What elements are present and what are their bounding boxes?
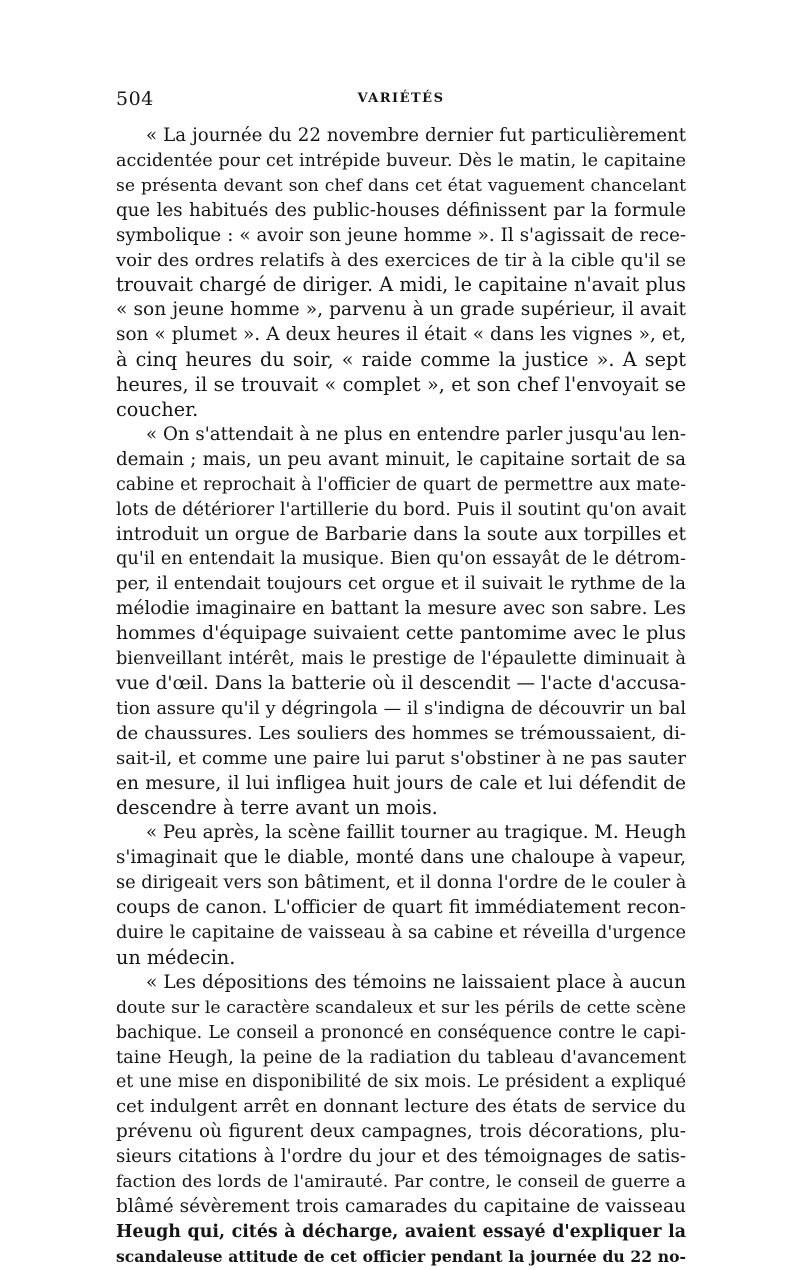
text-line: prévenu où figurent deux campagnes, trois décorations, plu- xyxy=(116,1121,686,1143)
text-line: « Peu après, la scène faillit tourner au tragique. M. Heugh xyxy=(146,822,687,844)
text-line: sait-il, et comme une paire lui parut s'obstiner à ne pas sauter xyxy=(116,747,686,769)
text-line: accidentée pour cet intrépide buveur. Dès le matin, le capitaine xyxy=(116,150,686,171)
text-line: trouvait chargé de diriger. A midi, le capitaine n'avait plus xyxy=(116,273,686,297)
text-line: introduit un orgue de Barbarie dans la soute aux torpilles et xyxy=(116,523,686,545)
text-line: doute sur le caractère scandaleux et sur les périls de cette scène xyxy=(116,997,686,1018)
body-text xyxy=(116,124,686,1270)
text-line: taine Heugh, la peine de la radiation du tableau d'avancement xyxy=(116,1046,686,1068)
text-line: que les habitués des public-houses définissent par la formule xyxy=(116,199,686,221)
text-line: tion assure qu'il y dégringola — il s'indigna de découvrir un bal xyxy=(116,698,686,719)
text-line: coucher. xyxy=(116,397,199,421)
book-page xyxy=(116,88,686,1270)
page-number: 504 xyxy=(116,88,154,110)
text-line: duire le capitaine de vaisseau à sa cabine et réveilla d'urgence xyxy=(116,922,686,943)
text-line: son « plumet ». A deux heures il était « dans les vignes », et, xyxy=(116,324,686,346)
text-line: à cinq heures du soir, « raide comme la justice ». A sept xyxy=(116,348,686,372)
text-line: symbolique : « avoir son jeune homme ». Il s'agissait de rece- xyxy=(116,224,686,246)
text-line: de chaussures. Les souliers des hommes se trémoussaient, di- xyxy=(116,722,686,744)
text-line: scandaleuse attitude de cet officier pendant la journée du 22 no- xyxy=(116,1246,686,1266)
text-line: faction des lords de l'amirauté. Par contre, le conseil de guerre a xyxy=(116,1172,686,1193)
text-line: un médecin. xyxy=(116,945,236,969)
text-line: Heugh qui, cités à décharge, avaient essayé d'expliquer la xyxy=(116,1221,686,1242)
text-line: demain ; mais, un peu avant minuit, le capitaine sortait de sa xyxy=(116,448,686,470)
text-line: et une mise en disponibilité de six mois. Le président a expliqué xyxy=(116,1072,686,1093)
text-line: lots de détériorer l'artillerie du bord. Puis il soutint qu'on avait xyxy=(116,498,686,520)
text-line: heures, il se trouvait « complet », et son chef l'envoyait se xyxy=(116,373,686,397)
text-line: cabine et reprochait à l'officier de quart de permettre aux mate- xyxy=(116,474,686,495)
text-line: vue d'œil. Dans la batterie où il descendit — l'acte d'accusa- xyxy=(116,672,686,694)
text-line: cet indulgent arrêt en donnant lecture des états de service du xyxy=(116,1096,686,1118)
text-line: bienveillant intérêt, mais le prestige de l'épaulette diminuait à xyxy=(116,648,686,670)
text-line: en mesure, il lui infligea huit jours de cale et lui défendit de xyxy=(116,772,686,794)
text-line: se présenta devant son chef dans cet état vaguement chancelant xyxy=(116,175,686,196)
page-header xyxy=(116,88,686,118)
text-line: « son jeune homme », parvenu à un grade supérieur, il avait xyxy=(116,299,686,321)
text-line: descendre à terre avant un mois. xyxy=(116,796,438,820)
text-line: « On s'attendait à ne plus en entendre parler jusqu'au len- xyxy=(146,423,686,445)
text-line: hommes d'équipage suivaient cette pantomime avec le plus xyxy=(116,623,686,645)
text-line: blâmé sévèrement trois camarades du capitaine de vaisseau xyxy=(116,1195,686,1217)
text-line: « Les dépositions des témoins ne laissaient place à aucun xyxy=(146,971,686,993)
text-line: bachique. Le conseil a prononcé en conséquence contre le capi- xyxy=(116,1022,686,1043)
text-line: sieurs citations à l'ordre du jour et des témoignages de satis- xyxy=(116,1146,686,1168)
text-line: « La journée du 22 novembre dernier fut particulièrement xyxy=(146,125,686,146)
text-line: qu'il en entendait la musique. Bien qu'on essayât de le détrom- xyxy=(116,548,686,570)
text-line: mélodie imaginaire en battant la mesure avec son sabre. Les xyxy=(116,598,686,620)
text-line: se dirigeait vers son bâtiment, et il donna l'ordre de le couler à xyxy=(116,872,687,894)
running-head: VARIÉTÉS xyxy=(357,91,445,106)
text-line: coups de canon. L'officier de quart fit immédiatement recon- xyxy=(116,897,686,919)
text-line: per, il entendait toujours cet orgue et il suivait le rythme de la xyxy=(116,573,686,595)
text-line: s'imaginait que le diable, monté dans une chaloupe à vapeur, xyxy=(116,847,686,869)
text-line: voir des ordres relatifs à des exercices de tir à la cible qu'il se xyxy=(116,249,686,271)
